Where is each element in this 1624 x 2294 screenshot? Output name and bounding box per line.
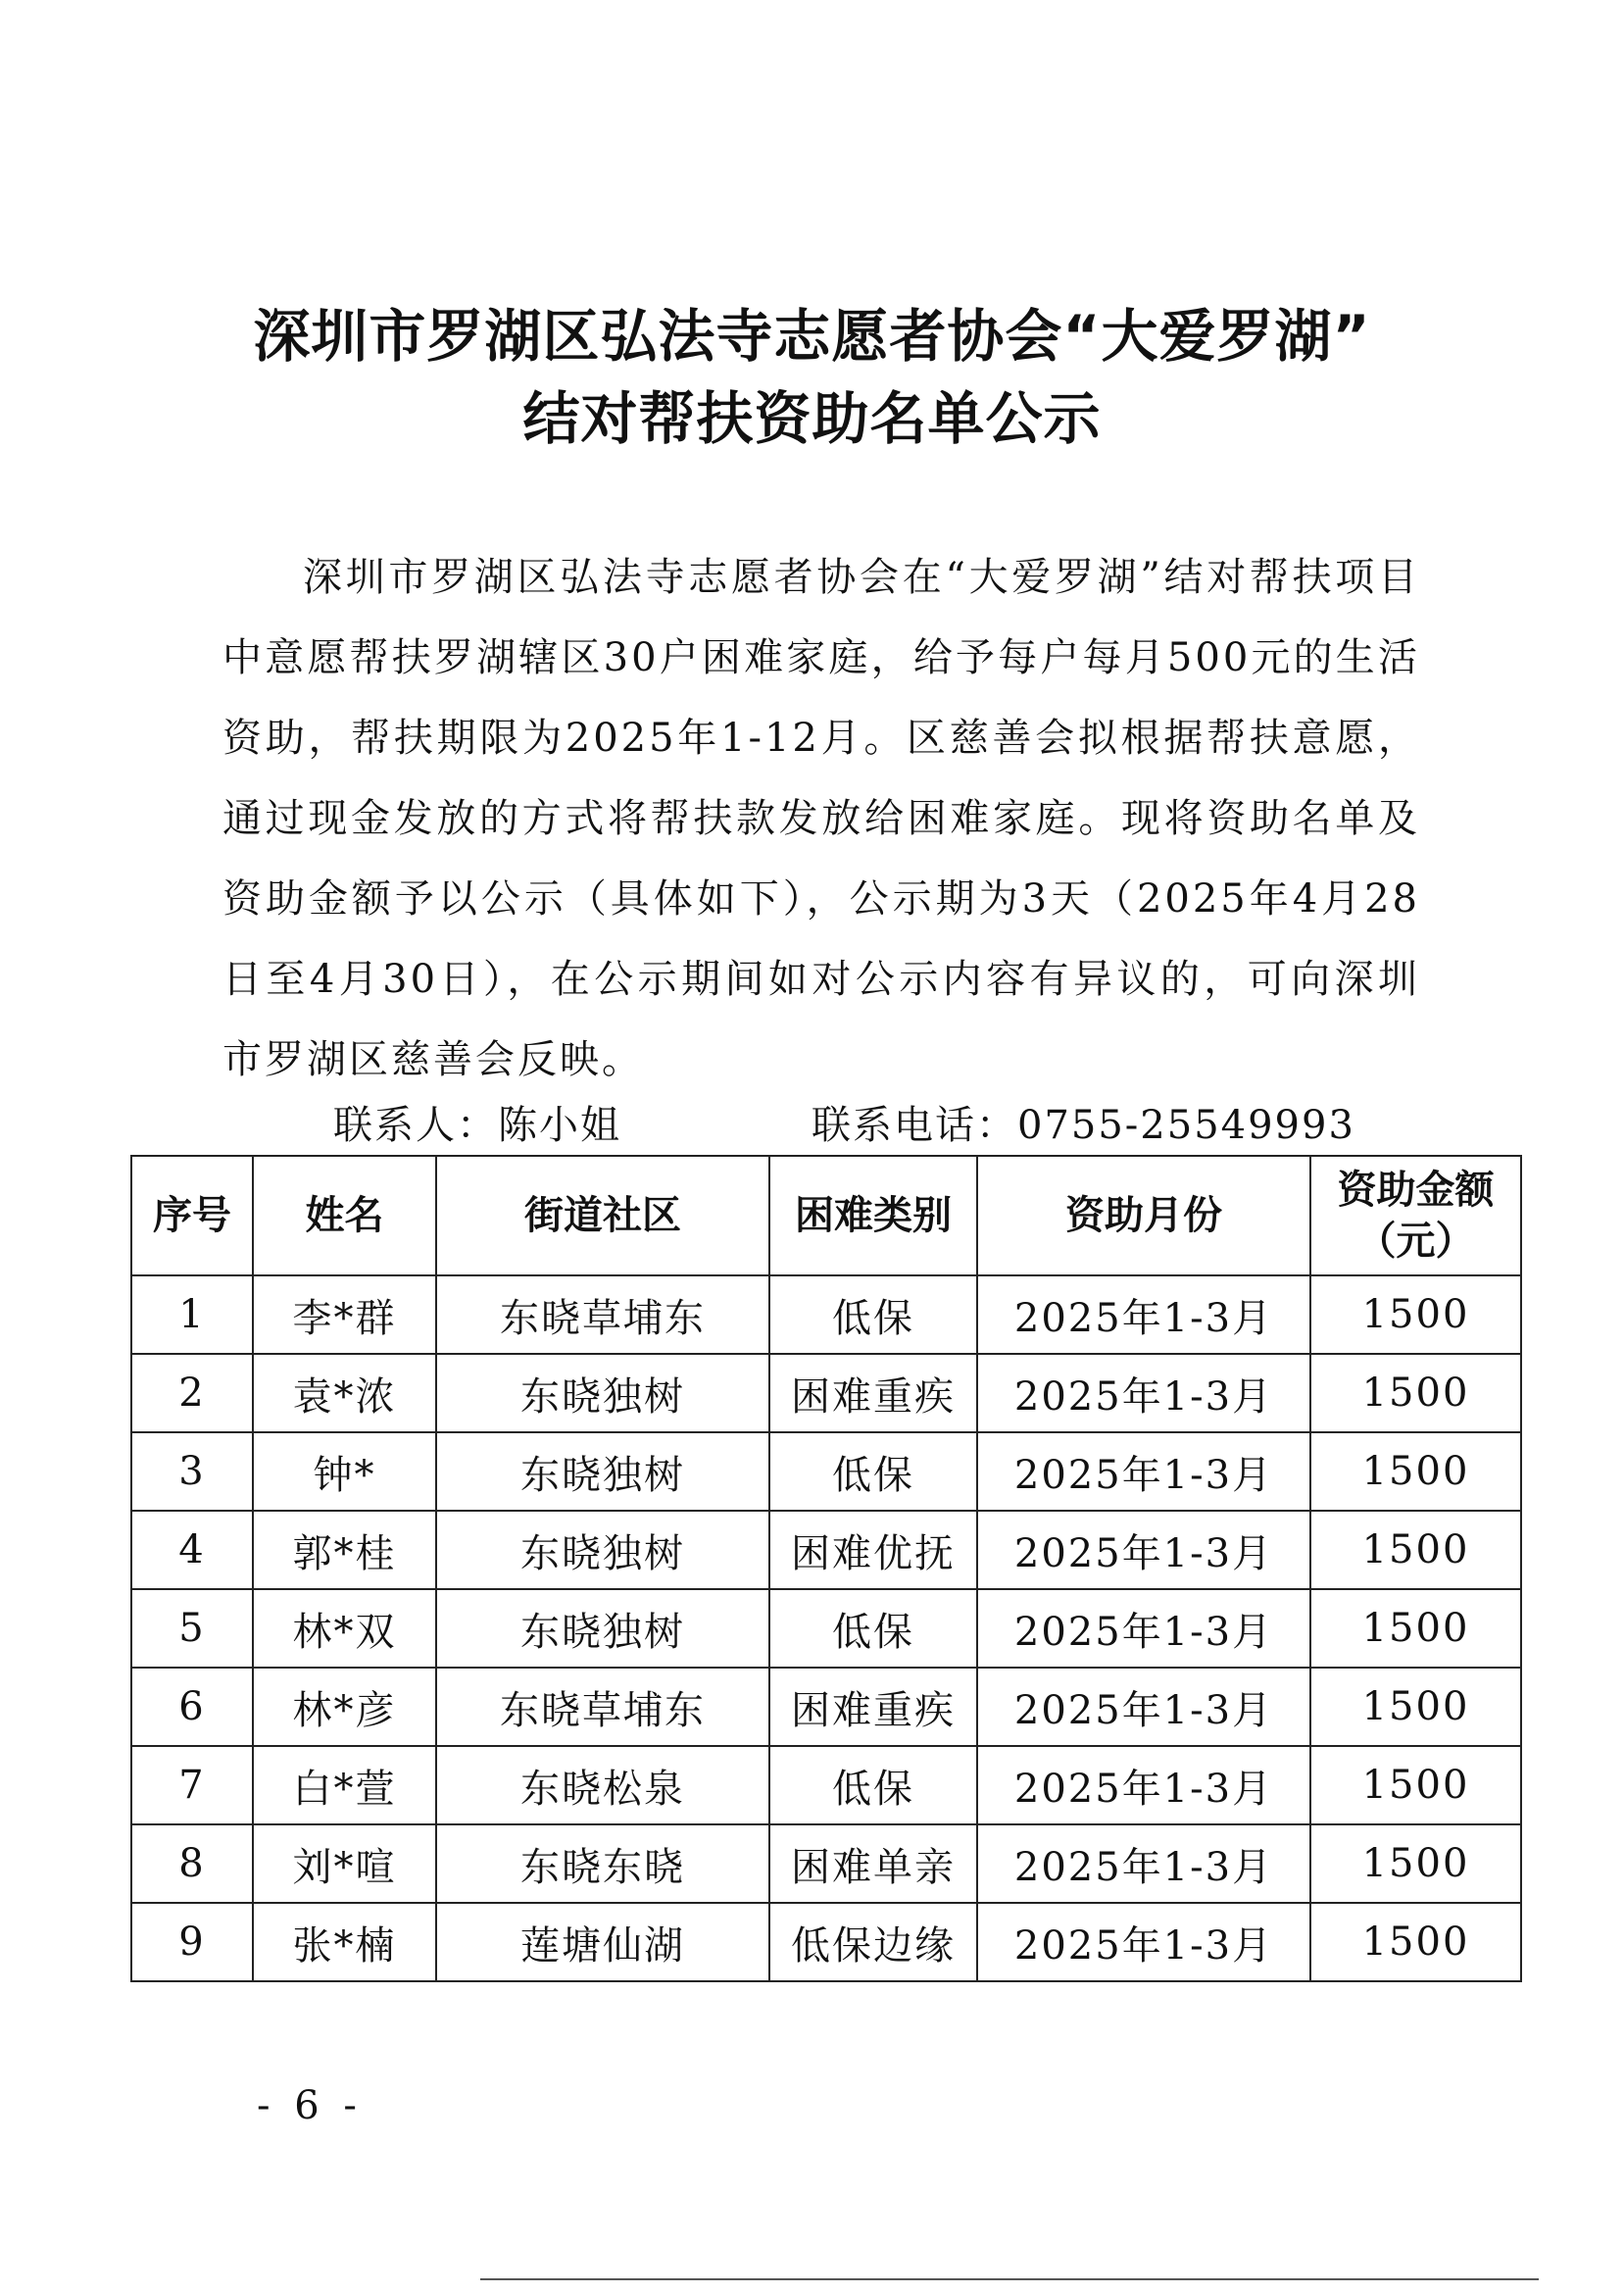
header-amount-label: 资助金额 [1337,1168,1495,1213]
cell-month: 2025年1-3月 [977,1432,1310,1511]
table-body [131,1275,1521,1981]
cell-amount: 1500 [1310,1511,1521,1589]
cell-amount: 1500 [1310,1432,1521,1511]
cell-amount: 1500 [1310,1903,1521,1981]
cell-category: 困难重疾 [769,1354,977,1432]
cell-name: 林*双 [253,1589,436,1668]
cell-month: 2025年1-3月 [977,1668,1310,1746]
cell-amount: 1500 [1310,1354,1521,1432]
header-amount [1310,1156,1521,1275]
funding-table-container [130,1155,1520,1982]
cell-category: 低保 [769,1432,977,1511]
cell-name: 李*群 [253,1275,436,1354]
cell-community: 东晓独树 [436,1354,769,1432]
cell-category: 困难优抚 [769,1511,977,1589]
table-header-row [131,1156,1521,1275]
cell-index: 9 [131,1903,253,1981]
cell-index: 5 [131,1589,253,1668]
cell-month: 2025年1-3月 [977,1589,1310,1668]
cell-category: 低保 [769,1746,977,1824]
table-row [131,1354,1521,1432]
table-row [131,1589,1521,1668]
cell-month: 2025年1-3月 [977,1275,1310,1354]
table-row [131,1824,1521,1903]
cell-name: 郭*桂 [253,1511,436,1589]
cell-community: 东晓东晓 [436,1824,769,1903]
cell-name: 钟* [253,1432,436,1511]
cell-month: 2025年1-3月 [977,1746,1310,1824]
cell-name: 林*彦 [253,1668,436,1746]
cell-category: 低保 [769,1275,977,1354]
cell-community: 东晓独树 [436,1511,769,1589]
header-amount-unit: （元） [1356,1219,1475,1264]
cell-community: 莲塘仙湖 [436,1903,769,1981]
cell-community: 东晓松泉 [436,1746,769,1824]
table-row [131,1432,1521,1511]
cell-community: 东晓独树 [436,1432,769,1511]
cell-name: 刘*喧 [253,1824,436,1903]
header-name: 姓名 [253,1156,436,1275]
cell-index: 1 [131,1275,253,1354]
cell-name: 张*楠 [253,1903,436,1981]
cell-month: 2025年1-3月 [977,1511,1310,1589]
cell-community: 东晓草埔东 [436,1275,769,1354]
cell-amount: 1500 [1310,1668,1521,1746]
cell-name: 袁*浓 [253,1354,436,1432]
cell-index: 7 [131,1746,253,1824]
cell-category: 低保边缘 [769,1903,977,1981]
table-row [131,1511,1521,1589]
cell-amount: 1500 [1310,1275,1521,1354]
funding-table [130,1155,1522,1982]
table-row [131,1275,1521,1354]
table-row [131,1746,1521,1824]
cell-amount: 1500 [1310,1746,1521,1824]
header-community: 街道社区 [436,1156,769,1275]
table-row [131,1668,1521,1746]
scan-edge-line [480,2278,1539,2280]
contact-phone: 联系电话：0755-25549993 [812,1103,1355,1148]
cell-index: 4 [131,1511,253,1589]
intro-paragraph: 深圳市罗湖区弘法寺志愿者协会在“大爱罗湖”结对帮扶项目中意愿帮扶罗湖辖区30户困难家庭，给予每户每月500元的生活资助，帮扶期限为2025年1-12月。区慈善会拟根据帮扶意愿，通过现金发放的方式将帮扶款发放给困难家庭。现将资助名单及资助金额予以公示（具体如下），公示期为3天（2025年4月28日至4月30日），在公示期间如对公示内容有异议的，可向深圳市罗湖区慈善会反映。 [222,555,1420,1082]
cell-category: 低保 [769,1589,977,1668]
cell-community: 东晓草埔东 [436,1668,769,1746]
cell-month: 2025年1-3月 [977,1903,1310,1981]
cell-index: 6 [131,1668,253,1746]
cell-name: 白*萱 [253,1746,436,1824]
page-number: - 6 - [257,2083,363,2128]
document-subtitle: 结对帮扶资助名单公示 [522,385,1102,452]
contact-person: 联系人：陈小姐 [333,1103,621,1148]
cell-index: 8 [131,1824,253,1903]
cell-amount: 1500 [1310,1589,1521,1668]
cell-community: 东晓独树 [436,1589,769,1668]
header-category: 困难类别 [769,1156,977,1275]
table-row [131,1903,1521,1981]
header-month: 资助月份 [977,1156,1310,1275]
cell-amount: 1500 [1310,1824,1521,1903]
cell-index: 3 [131,1432,253,1511]
header-index: 序号 [131,1156,253,1275]
cell-category: 困难重疾 [769,1668,977,1746]
contact-line [333,1098,1411,1153]
cell-category: 困难单亲 [769,1824,977,1903]
cell-month: 2025年1-3月 [977,1354,1310,1432]
cell-index: 2 [131,1354,253,1432]
document-title: 深圳市罗湖区弘法寺志愿者协会“大爱罗湖” [253,303,1371,370]
cell-month: 2025年1-3月 [977,1824,1310,1903]
